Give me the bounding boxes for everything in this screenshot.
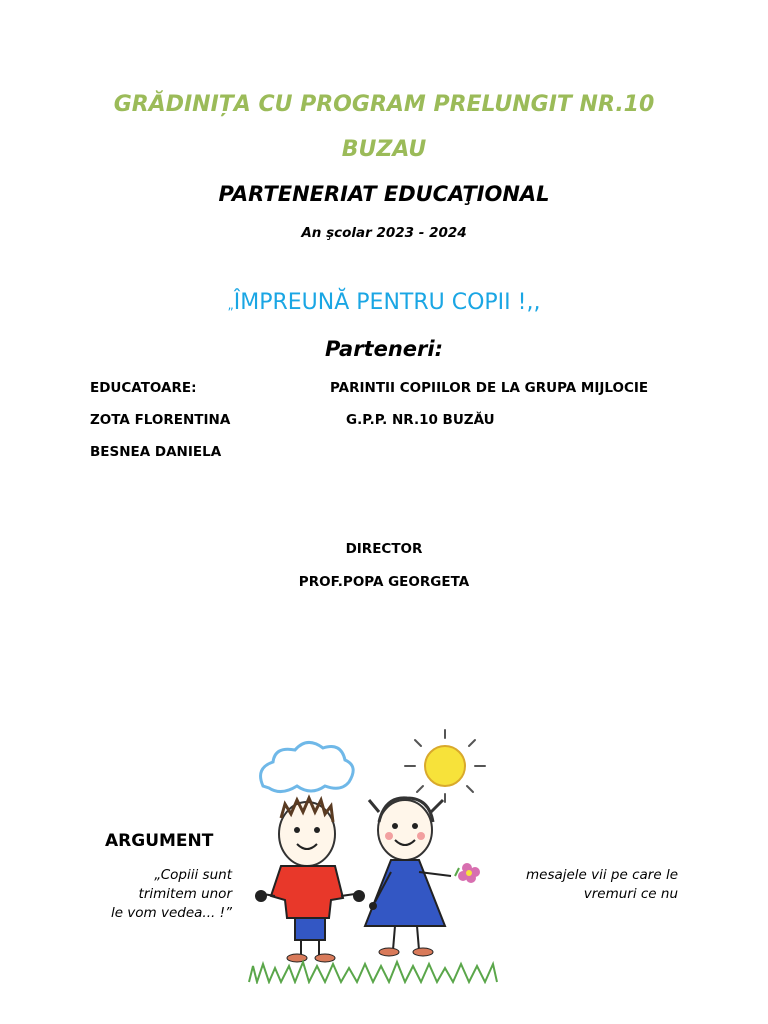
quote-right-line: mesajele vii pe care le (525, 867, 678, 883)
argument-quote-left (90, 866, 232, 923)
school-name-line2: BUZAU (341, 137, 427, 162)
motto (0, 290, 768, 315)
quote-left-line: trimitem unor (138, 886, 232, 902)
quote-left-line: le vom vedea... !” (110, 905, 232, 921)
quote-left-line: „Copiii sunt (154, 867, 232, 883)
partners-heading: Parteneri: (324, 337, 443, 361)
partner-right-1: PARINTII COPIILOR DE LA GRUPA MIJLOCIE (330, 380, 649, 396)
argument-quote-right (500, 866, 678, 904)
motto-text: ÎMPREUNĂ PENTRU COPII !,, (233, 290, 541, 315)
school-year: An şcolar 2023 - 2024 (301, 225, 467, 241)
quote-right-line: vremuri ce nu (583, 886, 678, 902)
school-name-line1: GRĂDINIȚA CU PROGRAM PRELUNGIT NR.10 (113, 92, 655, 117)
partner-left-2: ZOTA FLORENTINA (90, 412, 231, 428)
partner-left-1: EDUCATOARE: (90, 380, 197, 396)
director-label: DIRECTOR (345, 541, 423, 557)
argument-heading: ARGUMENT (105, 831, 214, 851)
partner-right-2: G.P.P. NR.10 BUZĂU (346, 412, 495, 428)
director-name: PROF.POPA GEORGETA (298, 574, 470, 590)
document-title: PARTENERIAT EDUCAŢIONAL (218, 182, 550, 206)
motto-open-quote: „ (227, 298, 234, 312)
partner-left-3: BESNEA DANIELA (90, 444, 222, 460)
children-drawing-icon (245, 726, 500, 984)
